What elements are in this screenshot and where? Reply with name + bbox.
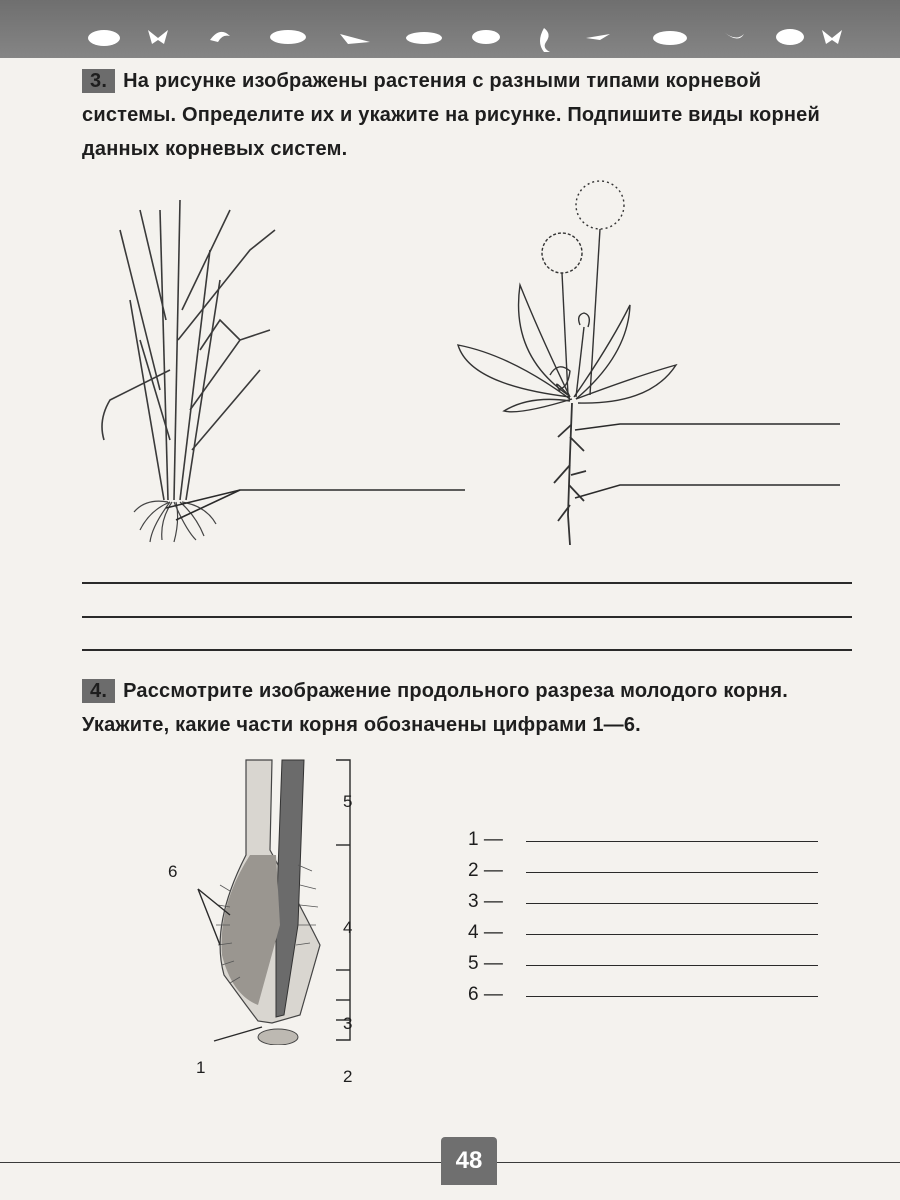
answer-label-5: 5 — bbox=[468, 953, 503, 974]
task-4-text: Рассмотрите изображение продольного разреза молодого корня. Укажите, какие части корня обозначены цифрами 1—6. bbox=[82, 680, 789, 736]
task-4 bbox=[82, 674, 852, 742]
page-number: 48 bbox=[441, 1137, 497, 1185]
task-4-number: 4. bbox=[82, 679, 115, 703]
task-3-answer-line-3[interactable] bbox=[82, 649, 852, 651]
answer-row-3[interactable] bbox=[468, 888, 516, 916]
answer-line-5[interactable] bbox=[526, 965, 818, 966]
task-3-answer-line-1[interactable] bbox=[82, 582, 852, 584]
answer-label-4: 4 — bbox=[468, 922, 503, 943]
answer-line-3[interactable] bbox=[526, 903, 818, 904]
root-label-3: 3 bbox=[343, 1014, 353, 1033]
task-3-text: На рисунке изображены растения с разными типами корневой системы. Определите их и укажите на рисунке. Подпишите виды корней данных корневых систем. bbox=[82, 70, 820, 160]
answer-line-6[interactable] bbox=[526, 996, 818, 997]
answer-row-2[interactable] bbox=[468, 857, 516, 885]
answer-line-4[interactable] bbox=[526, 934, 818, 935]
root-label-2: 2 bbox=[343, 1067, 353, 1086]
answer-line-2[interactable] bbox=[526, 872, 818, 873]
root-label-1: 1 bbox=[196, 1058, 206, 1077]
answer-label-3: 3 — bbox=[468, 891, 503, 912]
answer-label-2: 2 — bbox=[468, 860, 503, 881]
answer-row-5[interactable] bbox=[468, 950, 516, 978]
answer-row-6[interactable] bbox=[468, 981, 516, 1009]
root-label-4: 4 bbox=[343, 918, 353, 937]
task-3-answer-line-2[interactable] bbox=[82, 616, 852, 618]
answer-label-6: 6 — bbox=[468, 984, 503, 1005]
answer-row-1[interactable] bbox=[468, 826, 516, 854]
answer-line-1[interactable] bbox=[526, 841, 818, 842]
root-label-6: 6 bbox=[168, 862, 178, 881]
task-3-number: 3. bbox=[82, 69, 115, 93]
answer-row-4[interactable] bbox=[468, 919, 516, 947]
answer-label-1: 1 — bbox=[468, 829, 503, 850]
root-label-5: 5 bbox=[343, 792, 353, 811]
